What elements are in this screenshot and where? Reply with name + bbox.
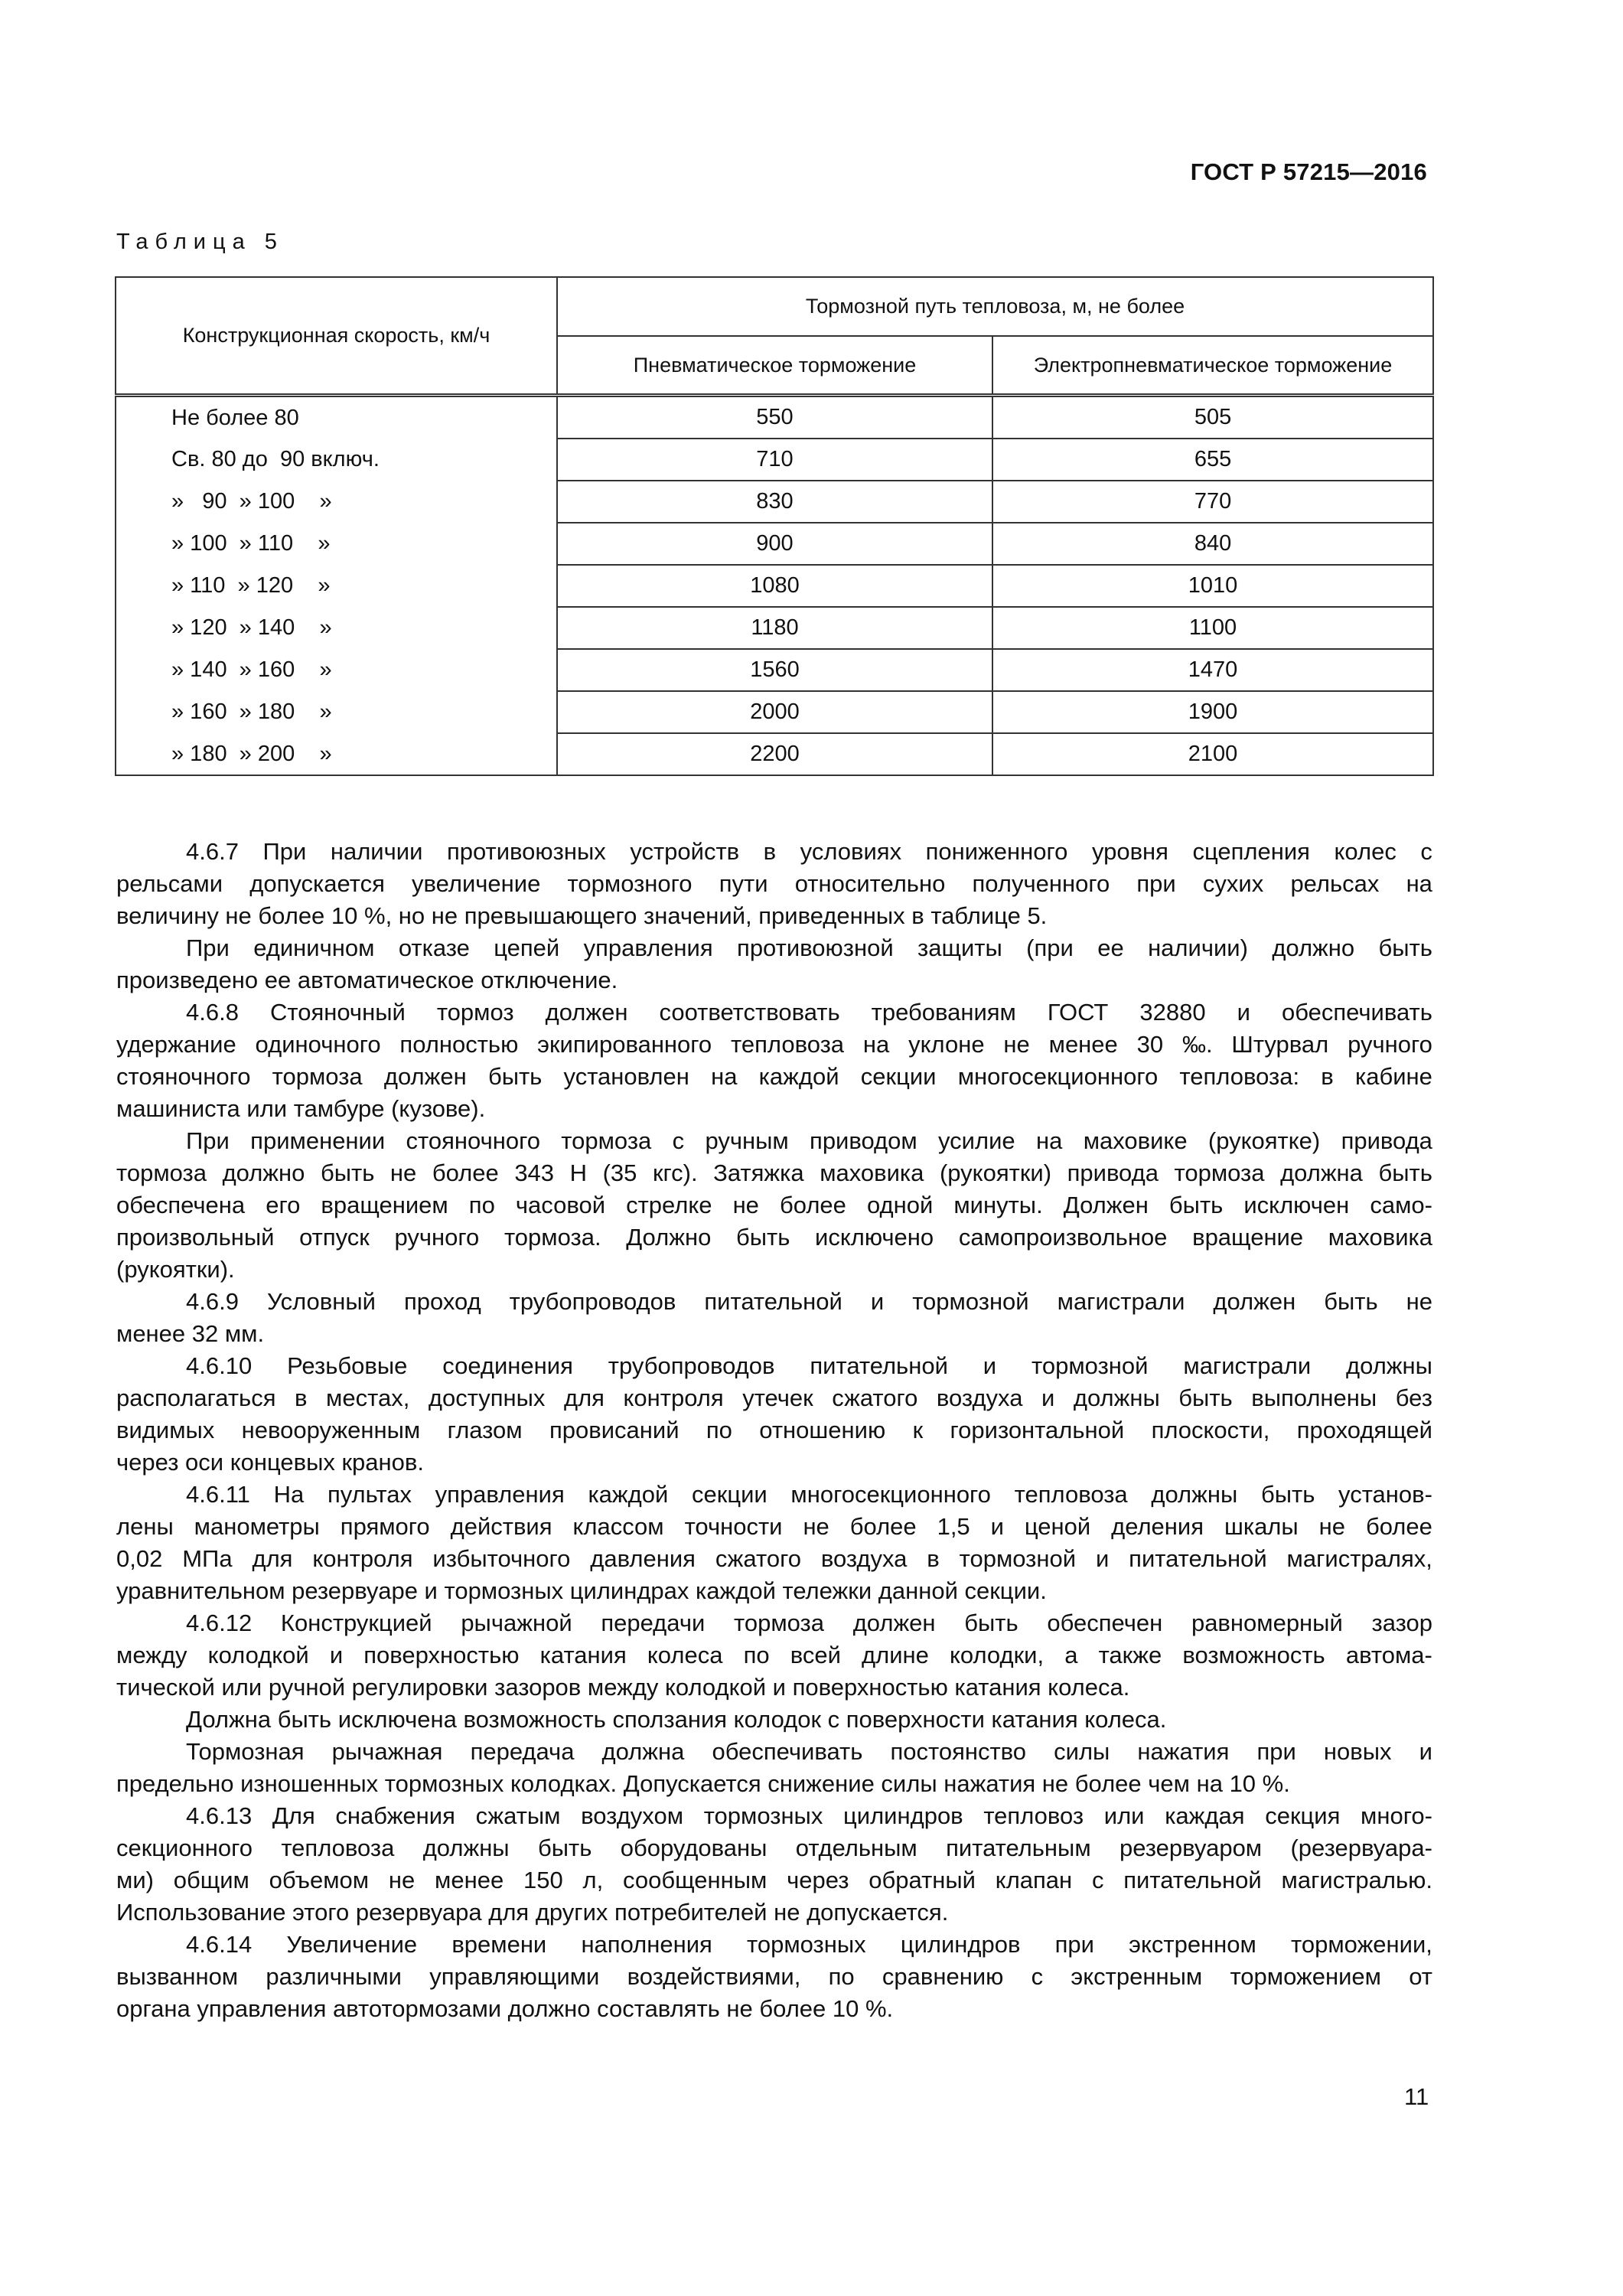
paragraph-line: тормоза должно быть не более 343 Н (35 кгс). Затяжка маховика (рукоятки) привода тормоза должна быть — [116, 1159, 1432, 1186]
paragraph-line: располагаться в местах, доступных для контроля утечек сжатого воздуха и должны быть выполнены без — [116, 1384, 1432, 1411]
table-row — [116, 565, 1433, 607]
column-header-braking-distance: Тормозной путь тепловоза, м, не более — [557, 277, 1433, 336]
paragraph-4.6.12-c — [116, 1736, 1432, 1800]
paragraph-line: 4.6.14 Увеличение времени наполнения тормозных цилиндров при экстренном торможении, — [186, 1931, 1432, 1958]
paragraph-4.6.7-b — [116, 932, 1432, 996]
paragraph-line: секционного тепловоза должны быть оборудованы отдельным питательным резервуаром (резервуара- — [116, 1835, 1432, 1861]
paragraph-line: произвольный отпуск ручного тормоза. Должно быть исключено самопроизвольное вращение маховика — [116, 1224, 1432, 1251]
paragraph-line: уравнительном резервуаре и тормозных цилиндрах каждой тележки данной секции. — [116, 1577, 1047, 1604]
paragraph-line: менее 32 мм. — [116, 1320, 265, 1347]
paragraph-4.6.10 — [116, 1350, 1432, 1479]
paragraph-4.6.14 — [116, 1929, 1432, 2025]
paragraph-line: предельно изношенных тормозных колодках. Допускается снижение силы нажатия не более чем на 10 %. — [116, 1770, 1290, 1797]
pneumatic-distance-cell: 710 — [557, 439, 992, 481]
paragraph-line: 4.6.12 Конструкцией рычажной передачи тормоза должен быть обеспечен равномерный зазор — [186, 1609, 1432, 1636]
pneumatic-distance-cell: 1080 — [557, 565, 992, 607]
paragraph-line: При применении стояночного тормоза с ручным приводом усилие на маховике (рукоятке) привода — [186, 1127, 1432, 1154]
paragraph-4.6.13 — [116, 1800, 1432, 1929]
table-row — [116, 691, 1433, 733]
table-row — [116, 649, 1433, 691]
paragraph-line: произведено ее автоматическое отключение. — [116, 967, 618, 993]
electropneumatic-distance-cell: 840 — [992, 523, 1433, 565]
paragraph-line: Тормозная рычажная передача должна обеспечивать постоянство силы нажатия при новых и — [186, 1738, 1432, 1765]
paragraph-4.6.7 — [116, 836, 1432, 932]
column-header-electropneumatic: Электропневматическое торможение — [992, 336, 1433, 396]
speed-cell: » 100 » 110 » — [116, 523, 557, 565]
speed-cell: » 140 » 160 » — [116, 649, 557, 691]
paragraph-line: обеспечена его вращением по часовой стрелке не более одной минуты. Должен быть исключен само- — [116, 1192, 1432, 1218]
table-row — [116, 523, 1433, 565]
table-row — [116, 396, 1433, 439]
pneumatic-distance-cell: 1560 — [557, 649, 992, 691]
paragraph-line: стояночного тормоза должен быть установлен на каждой секции многосекционного тепловоза: в кабине — [116, 1063, 1432, 1090]
electropneumatic-distance-cell: 1010 — [992, 565, 1433, 607]
pneumatic-distance-cell: 2000 — [557, 691, 992, 733]
pneumatic-distance-cell: 1180 — [557, 607, 992, 649]
column-header-speed: Конструкционная скорость, км/ч — [116, 277, 557, 396]
electropneumatic-distance-cell: 770 — [992, 481, 1433, 523]
paragraph-line: лены манометры прямого действия классом точности не более 1,5 и ценой деления шкалы не более — [116, 1513, 1432, 1540]
paragraph-line: (рукоятки). — [116, 1256, 235, 1283]
paragraph-line: 4.6.10 Резьбовые соединения трубопроводов питательной и тормозной магистрали должны — [186, 1352, 1432, 1379]
paragraph-line: 4.6.9 Условный проход трубопроводов питательной и тормозной магистрали должен быть не — [186, 1288, 1432, 1315]
paragraph-line: органа управления автотормозами должно составлять не более 10 %. — [116, 1995, 894, 2022]
paragraph-line: вызванном различными управляющими воздействиями, по сравнению с экстренным торможением от — [116, 1963, 1432, 1990]
speed-cell: Св. 80 до 90 включ. — [116, 439, 557, 481]
table-caption: Таблица 5 — [116, 230, 284, 254]
paragraph-line: рельсами допускается увеличение тормозного пути относительно полученного при сухих рельсах на — [116, 870, 1432, 897]
table-body — [116, 396, 1433, 776]
table-row — [116, 439, 1433, 481]
paragraph-line: видимых невооруженным глазом провисаний по отношению к горизонтальной плоскости, проходящей — [116, 1417, 1432, 1443]
speed-cell: » 110 » 120 » — [116, 565, 557, 607]
paragraph-line: Использование этого резервуара для других потребителей не допускается. — [116, 1899, 949, 1926]
paragraph-line: между колодкой и поверхностью катания колеса по всей длине колодки, а также возможность автома- — [116, 1642, 1432, 1668]
pneumatic-distance-cell: 2200 — [557, 733, 992, 775]
electropneumatic-distance-cell: 2100 — [992, 733, 1433, 775]
paragraph-line: 4.6.7 При наличии противоюзных устройств в условиях пониженного уровня сцепления колес с — [186, 838, 1432, 865]
paragraph-line: При единичном отказе цепей управления противоюзной защиты (при ее наличии) должно быть — [186, 934, 1432, 961]
document-standard-number: ГОСТ Р 57215—2016 — [1190, 158, 1427, 185]
electropneumatic-distance-cell: 1470 — [992, 649, 1433, 691]
paragraph-4.6.12 — [116, 1607, 1432, 1704]
speed-cell: » 120 » 140 » — [116, 607, 557, 649]
pneumatic-distance-cell: 900 — [557, 523, 992, 565]
speed-cell: » 160 » 180 » — [116, 691, 557, 733]
pneumatic-distance-cell: 830 — [557, 481, 992, 523]
table-row — [116, 481, 1433, 523]
electropneumatic-distance-cell: 505 — [992, 396, 1433, 439]
paragraph-line: машиниста или тамбуре (кузове). — [116, 1095, 486, 1122]
paragraph-4.6.8 — [116, 996, 1432, 1125]
paragraph-line: через оси концевых кранов. — [116, 1449, 424, 1476]
column-header-pneumatic: Пневматическое торможение — [557, 336, 992, 396]
paragraph-line: 4.6.13 Для снабжения сжатым воздухом тормозных цилиндров тепловоз или каждая секция много- — [186, 1802, 1432, 1829]
paragraph-line: тической или ручной регулировки зазоров между колодкой и поверхностью катания колеса. — [116, 1674, 1130, 1701]
paragraph-4.6.11 — [116, 1479, 1432, 1607]
paragraph-4.6.8-b — [116, 1125, 1432, 1286]
electropneumatic-distance-cell: 655 — [992, 439, 1433, 481]
paragraph-line: Должна быть исключена возможность сползания колодок с поверхности катания колеса. — [186, 1706, 1167, 1733]
speed-cell: » 90 » 100 » — [116, 481, 557, 523]
speed-cell: Не более 80 — [116, 396, 557, 439]
paragraph-line: ми) общим объемом не менее 150 л, сообщенным через обратный клапан с питательной магистралью. — [116, 1867, 1432, 1893]
paragraph-line: 0,02 МПа для контроля избыточного давления сжатого воздуха в тормозной и питательной магистралях, — [116, 1545, 1432, 1572]
paragraph-line: 4.6.8 Стояночный тормоз должен соответствовать требованиям ГОСТ 32880 и обеспечивать — [186, 999, 1432, 1026]
document-body — [116, 836, 1432, 2025]
table-row — [116, 607, 1433, 649]
table-row — [116, 733, 1433, 775]
paragraph-line: величину не более 10 %, но не превышающего значений, приведенных в таблице 5. — [116, 902, 1048, 929]
paragraph-4.6.12-b — [116, 1704, 1432, 1736]
pneumatic-distance-cell: 550 — [557, 396, 992, 439]
speed-cell: » 180 » 200 » — [116, 733, 557, 775]
page-number: 11 — [1404, 2083, 1429, 2110]
electropneumatic-distance-cell: 1900 — [992, 691, 1433, 733]
braking-distance-table — [115, 276, 1434, 776]
electropneumatic-distance-cell: 1100 — [992, 607, 1433, 649]
paragraph-line: удержание одиночного полностью экипированного тепловоза на уклоне не менее 30 ‰. Штурвал ручного — [116, 1031, 1432, 1058]
paragraph-line: 4.6.11 На пультах управления каждой секции многосекционного тепловоза должны быть установ- — [186, 1481, 1432, 1508]
paragraph-4.6.9 — [116, 1286, 1432, 1350]
